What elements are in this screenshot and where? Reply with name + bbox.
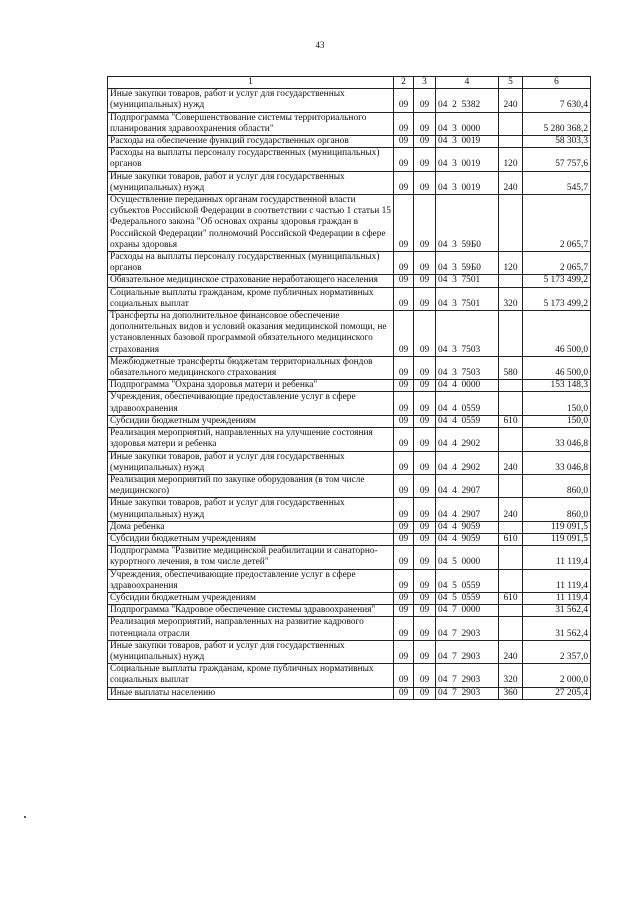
row-section: 09: [394, 287, 414, 310]
row-section: 09: [394, 533, 414, 545]
row-target-code: 04 5 0000: [436, 546, 499, 569]
row-subsection: 09: [414, 392, 436, 415]
row-subsection: 09: [414, 617, 436, 640]
table-row: [108, 546, 591, 569]
row-section: 09: [394, 148, 414, 171]
table-body: [108, 89, 591, 700]
row-subsection: 09: [414, 415, 436, 427]
row-subsection: 09: [414, 592, 436, 604]
row-name: Иные закупки товаров, работ и услуг для государственных (муниципальных) нужд: [108, 640, 394, 663]
header-col-4: 4: [436, 77, 499, 89]
row-name: Реализация мероприятий, направленных на улучшение состояния здоровья матери и ребенка: [108, 428, 394, 451]
table-row: [108, 569, 591, 592]
row-target-code: 04 3 59Б0: [436, 252, 499, 275]
row-name: Трансферты на дополнительное финансовое обеспечение дополнительных видов и условий оказания медицинской помощи, не установленных базовой программой обязательного медицинского страхования: [108, 311, 394, 357]
row-name: Субсидии бюджетным учреждениям: [108, 415, 394, 427]
row-subsection: 09: [414, 287, 436, 310]
row-section: 09: [394, 380, 414, 392]
row-expense-type: 610: [499, 415, 523, 427]
row-subsection: 09: [414, 533, 436, 545]
row-name: Межбюджетные трансферты бюджетам территориальных фондов обязательного медицинского страхования: [108, 356, 394, 379]
table-row: [108, 356, 591, 379]
row-sum: 33 046,8: [523, 451, 591, 474]
row-section: 09: [394, 605, 414, 617]
table-row: [108, 195, 591, 252]
row-sum: 860,0: [523, 498, 591, 521]
row-sum: 2 065,7: [523, 195, 591, 252]
row-name: Расходы на обеспечение функций государственных органов: [108, 136, 394, 148]
table-header-row: [108, 77, 591, 89]
row-name: Иные выплаты населению: [108, 687, 394, 699]
table-row: [108, 664, 591, 687]
row-target-code: 04 3 0019: [436, 136, 499, 148]
budget-table: [107, 76, 591, 700]
row-sum: 119 091,5: [523, 521, 591, 533]
row-sum: 2 000,0: [523, 664, 591, 687]
row-target-code: 04 5 0559: [436, 592, 499, 604]
row-subsection: 09: [414, 428, 436, 451]
row-sum: 150,0: [523, 415, 591, 427]
row-sum: 31 562,4: [523, 605, 591, 617]
row-name: Реализация мероприятий, направленных на развитие кадрового потенциала отрасли: [108, 617, 394, 640]
row-section: 09: [394, 546, 414, 569]
table-row: [108, 171, 591, 194]
row-target-code: 04 3 0019: [436, 171, 499, 194]
row-section: 09: [394, 521, 414, 533]
row-expense-type: 320: [499, 664, 523, 687]
row-expense-type: 360: [499, 687, 523, 699]
row-subsection: 09: [414, 521, 436, 533]
row-target-code: 04 4 2907: [436, 498, 499, 521]
row-expense-type: 240: [499, 451, 523, 474]
row-subsection: 09: [414, 474, 436, 497]
table-row: [108, 605, 591, 617]
row-name: Расходы на выплаты персоналу государственных (муниципальных) органов: [108, 148, 394, 171]
row-target-code: 04 2 5382: [436, 89, 499, 112]
row-section: 09: [394, 569, 414, 592]
row-name: Иные закупки товаров, работ и услуг для государственных (муниципальных) нужд: [108, 171, 394, 194]
row-sum: 27 205,4: [523, 687, 591, 699]
row-section: 09: [394, 112, 414, 135]
table-row: [108, 112, 591, 135]
row-target-code: 04 4 9059: [436, 533, 499, 545]
row-section: 09: [394, 687, 414, 699]
row-section: 09: [394, 311, 414, 357]
row-expense-type: [499, 275, 523, 287]
row-sum: 150,0: [523, 392, 591, 415]
row-section: 09: [394, 664, 414, 687]
header-col-1: 1: [108, 77, 394, 89]
row-expense-type: [499, 605, 523, 617]
row-expense-type: [499, 569, 523, 592]
row-subsection: 09: [414, 498, 436, 521]
row-section: 09: [394, 252, 414, 275]
row-subsection: 09: [414, 451, 436, 474]
row-section: 09: [394, 474, 414, 497]
table-row: [108, 428, 591, 451]
row-target-code: 04 3 7501: [436, 275, 499, 287]
row-sum: 545,7: [523, 171, 591, 194]
table-row: [108, 533, 591, 545]
row-target-code: 04 7 2903: [436, 617, 499, 640]
row-section: 09: [394, 451, 414, 474]
row-sum: 46 500,0: [523, 311, 591, 357]
row-sum: 5 173 499,2: [523, 287, 591, 310]
row-sum: 2 065,7: [523, 252, 591, 275]
row-name: Учреждения, обеспечивающие предоставление услуг в сфере здравоохранения: [108, 569, 394, 592]
row-section: 09: [394, 428, 414, 451]
header-col-2: 2: [394, 77, 414, 89]
table-row: [108, 311, 591, 357]
row-target-code: 04 5 0559: [436, 569, 499, 592]
row-name: Учреждения, обеспечивающие предоставление услуг в сфере здравоохранения: [108, 392, 394, 415]
table-row: [108, 415, 591, 427]
row-target-code: 04 4 0559: [436, 415, 499, 427]
row-subsection: 09: [414, 171, 436, 194]
row-sum: 33 046,8: [523, 428, 591, 451]
table-row: [108, 380, 591, 392]
row-target-code: 04 3 7503: [436, 311, 499, 357]
row-sum: 58 303,3: [523, 136, 591, 148]
row-name: Расходы на выплаты персоналу государственных (муниципальных) органов: [108, 252, 394, 275]
row-target-code: 04 3 7501: [436, 287, 499, 310]
row-target-code: 04 7 2903: [436, 664, 499, 687]
header-col-5: 5: [499, 77, 523, 89]
row-subsection: 09: [414, 605, 436, 617]
header-col-3: 3: [414, 77, 436, 89]
row-expense-type: 240: [499, 498, 523, 521]
row-name: Дома ребенка: [108, 521, 394, 533]
table-row: [108, 474, 591, 497]
row-sum: 46 500,0: [523, 356, 591, 379]
row-section: 09: [394, 275, 414, 287]
row-name: Социальные выплаты гражданам, кроме публичных нормативных социальных выплат: [108, 664, 394, 687]
row-section: 09: [394, 136, 414, 148]
row-name: Социальные выплаты гражданам, кроме публичных нормативных социальных выплат: [108, 287, 394, 310]
row-target-code: 04 3 0019: [436, 148, 499, 171]
row-name: Осуществление переданных органам государственной власти субъектов Российской Федерации в соответствии с частью 1 статьи 15 Федерального закона "Об основах охраны здоровья граждан в Российской Федерации" полномочий Российской Федерации в сфере охраны здоровья: [108, 195, 394, 252]
row-section: 09: [394, 89, 414, 112]
row-section: 09: [394, 356, 414, 379]
row-subsection: 09: [414, 546, 436, 569]
row-expense-type: [499, 136, 523, 148]
row-name: Иные закупки товаров, работ и услуг для государственных (муниципальных) нужд: [108, 89, 394, 112]
row-sum: 5 280 368,2: [523, 112, 591, 135]
table-row: [108, 617, 591, 640]
row-sum: 5 173 499,2: [523, 275, 591, 287]
row-expense-type: 120: [499, 252, 523, 275]
table-row: [108, 687, 591, 699]
table-row: [108, 287, 591, 310]
table-row: [108, 640, 591, 663]
row-name: Субсидии бюджетным учреждениям: [108, 533, 394, 545]
row-expense-type: 580: [499, 356, 523, 379]
row-name: Иные закупки товаров, работ и услуг для государственных (муниципальных) нужд: [108, 498, 394, 521]
row-sum: 119 091,5: [523, 533, 591, 545]
row-expense-type: 240: [499, 89, 523, 112]
row-section: 09: [394, 171, 414, 194]
row-target-code: 04 4 2902: [436, 428, 499, 451]
table-row: [108, 521, 591, 533]
row-name: Подпрограмма "Совершенствование системы территориального планирования здравоохранения области": [108, 112, 394, 135]
row-target-code: 04 4 9059: [436, 521, 499, 533]
table-row: [108, 592, 591, 604]
row-sum: 31 562,4: [523, 617, 591, 640]
row-section: 09: [394, 195, 414, 252]
row-expense-type: 320: [499, 287, 523, 310]
row-target-code: 04 3 59Б0: [436, 195, 499, 252]
header-col-6: 6: [523, 77, 591, 89]
row-name: Иные закупки товаров, работ и услуг для государственных (муниципальных) нужд: [108, 451, 394, 474]
row-sum: 7 630,4: [523, 89, 591, 112]
row-subsection: 09: [414, 89, 436, 112]
row-section: 09: [394, 498, 414, 521]
row-expense-type: [499, 195, 523, 252]
row-subsection: 09: [414, 252, 436, 275]
page-number: 43: [315, 40, 325, 50]
row-subsection: 09: [414, 380, 436, 392]
row-name: Подпрограмма "Кадровое обеспечение системы здравоохранения": [108, 605, 394, 617]
row-target-code: 04 3 0000: [436, 112, 499, 135]
row-expense-type: 240: [499, 171, 523, 194]
row-target-code: 04 4 2902: [436, 451, 499, 474]
row-section: 09: [394, 392, 414, 415]
stray-mark: [24, 816, 26, 818]
row-subsection: 09: [414, 112, 436, 135]
row-expense-type: [499, 428, 523, 451]
row-section: 09: [394, 592, 414, 604]
table-row: [108, 89, 591, 112]
row-sum: 153 148,3: [523, 380, 591, 392]
row-name: Подпрограмма "Развитие медицинской реабилитации и санаторно-курортного лечения, в том числе детей": [108, 546, 394, 569]
row-sum: 860,0: [523, 474, 591, 497]
row-sum: 11 119,4: [523, 569, 591, 592]
row-section: 09: [394, 640, 414, 663]
row-name: Реализация мероприятий по закупке оборудования (в том числе медицинского): [108, 474, 394, 497]
row-subsection: 09: [414, 356, 436, 379]
row-expense-type: 610: [499, 533, 523, 545]
row-expense-type: [499, 546, 523, 569]
row-target-code: 04 4 0559: [436, 392, 499, 415]
row-sum: 57 757,6: [523, 148, 591, 171]
row-expense-type: [499, 521, 523, 533]
row-expense-type: [499, 311, 523, 357]
row-sum: 11 119,4: [523, 592, 591, 604]
table-row: [108, 136, 591, 148]
row-expense-type: [499, 380, 523, 392]
row-subsection: 09: [414, 136, 436, 148]
row-expense-type: [499, 112, 523, 135]
row-subsection: 09: [414, 275, 436, 287]
row-subsection: 09: [414, 569, 436, 592]
table-row: [108, 148, 591, 171]
row-subsection: 09: [414, 640, 436, 663]
row-target-code: 04 7 2903: [436, 640, 499, 663]
row-target-code: 04 4 0000: [436, 380, 499, 392]
row-subsection: 09: [414, 687, 436, 699]
row-section: 09: [394, 415, 414, 427]
row-sum: 2 357,0: [523, 640, 591, 663]
row-subsection: 09: [414, 195, 436, 252]
row-sum: 11 119,4: [523, 546, 591, 569]
row-subsection: 09: [414, 148, 436, 171]
row-target-code: 04 3 7503: [436, 356, 499, 379]
table-row: [108, 451, 591, 474]
table-row: [108, 498, 591, 521]
row-target-code: 04 7 0000: [436, 605, 499, 617]
row-subsection: 09: [414, 664, 436, 687]
row-name: Обязательное медицинское страхование неработающего населения: [108, 275, 394, 287]
row-expense-type: 120: [499, 148, 523, 171]
row-name: Субсидии бюджетным учреждениям: [108, 592, 394, 604]
row-section: 09: [394, 617, 414, 640]
row-name: Подпрограмма "Охрана здоровья матери и ребенка": [108, 380, 394, 392]
row-target-code: 04 7 2903: [436, 687, 499, 699]
table-row: [108, 275, 591, 287]
row-expense-type: 240: [499, 640, 523, 663]
row-expense-type: [499, 392, 523, 415]
row-expense-type: 610: [499, 592, 523, 604]
row-subsection: 09: [414, 311, 436, 357]
row-target-code: 04 4 2907: [436, 474, 499, 497]
table-row: [108, 392, 591, 415]
row-expense-type: [499, 474, 523, 497]
table-row: [108, 252, 591, 275]
row-expense-type: [499, 617, 523, 640]
